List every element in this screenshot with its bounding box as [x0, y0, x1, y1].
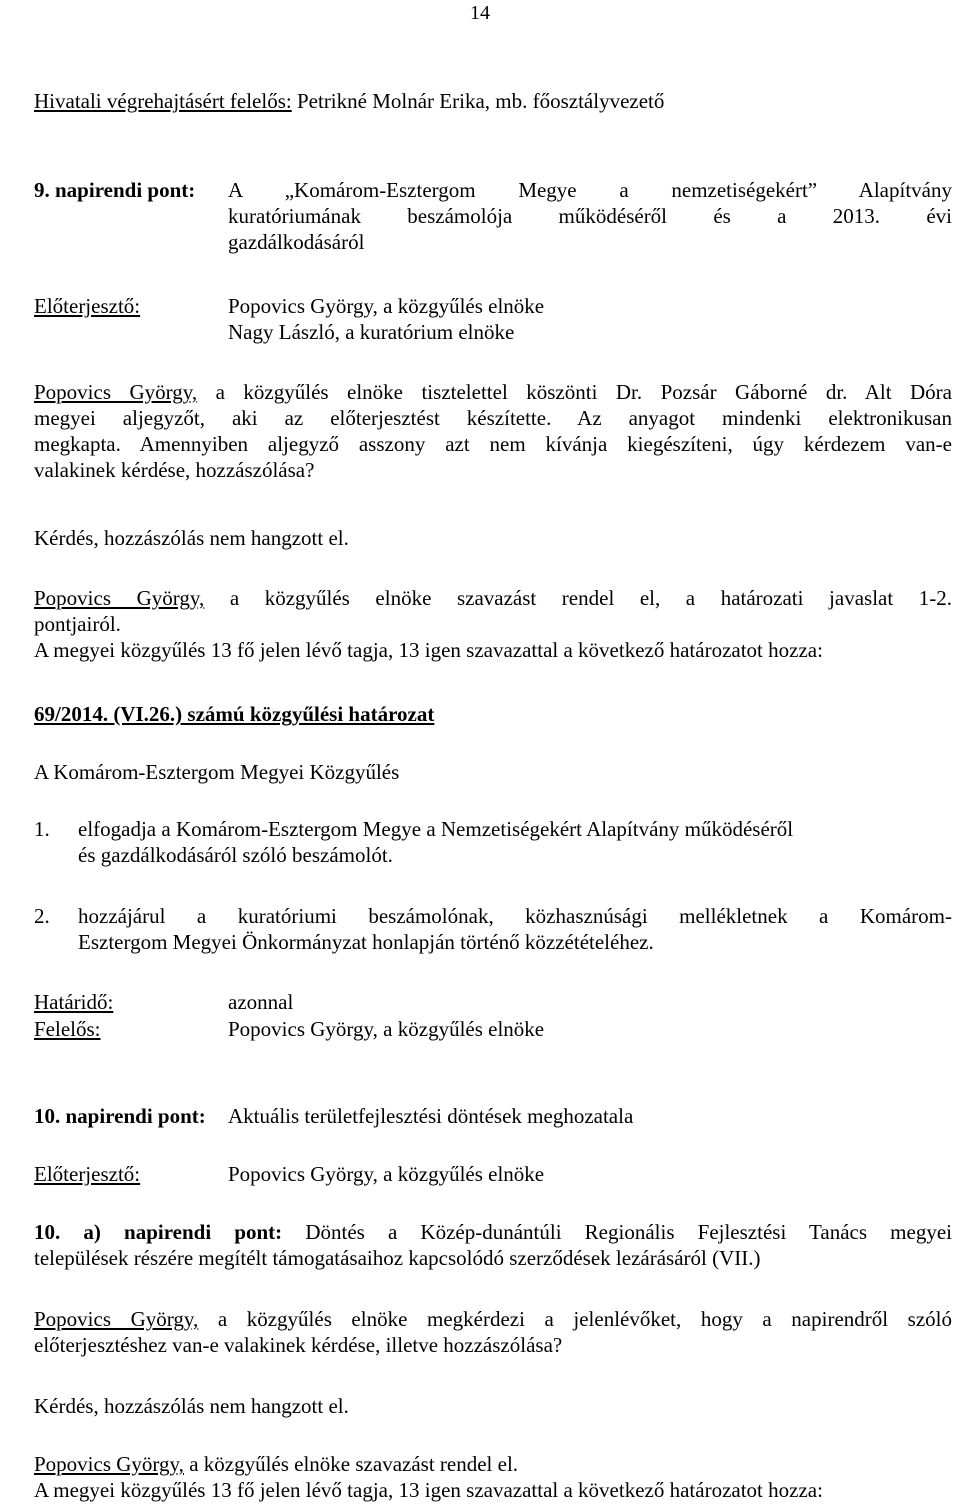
- responsible-label: Felelős:: [34, 1017, 101, 1041]
- agenda-item-9-title: [228, 177, 952, 255]
- resolution-item-text: hozzájárul a kuratóriumi beszámolónak, közhasznúsági mellékletnek a Komárom-: [78, 904, 952, 928]
- agenda-item-9-label: 9. napirendi pont:: [34, 178, 196, 202]
- paragraph-text: a közgyűlés elnöke szavazást rendel el.: [183, 1452, 519, 1476]
- paragraph-question: [34, 1306, 952, 1358]
- agenda-item-10-label: 10. napirendi pont:: [34, 1104, 206, 1128]
- paragraph-text: pontjairól.: [34, 612, 121, 636]
- page-number: 14: [470, 2, 490, 24]
- responsible-officer-label: Hivatali végrehajtásért felelős:: [34, 89, 292, 113]
- resolution-item-number: 2.: [34, 904, 50, 928]
- agenda-item-10a-text: Döntés a Közép-dunántúli Regionális Fejlesztési Tanács megyei: [282, 1220, 952, 1244]
- paragraph-text: a közgyűlés elnöke tisztelettel köszönti Dr. Pozsár Gáborné dr. Alt Dóra: [197, 380, 952, 404]
- deadline-value: azonnal: [228, 990, 294, 1014]
- no-questions-note: Kérdés, hozzászólás nem hangzott el.: [34, 1394, 349, 1418]
- agenda-item-10a-label: 10. a) napirendi pont:: [34, 1220, 283, 1244]
- paragraph-text: A megyei közgyűlés 13 fő jelen lévő tagja, 13 igen szavazattal a következő határozatot hozza:: [34, 638, 823, 662]
- presenter-label: Előterjesztő:: [34, 294, 141, 318]
- agenda-item-10a: [34, 1219, 952, 1271]
- paragraph-text: megyei aljegyzőt, aki az előterjesztést készítette. Az anyagot mindenki elektronikusan: [34, 406, 952, 430]
- agenda-item-10-title: Aktuális területfejlesztési döntések meghozatala: [228, 1104, 634, 1128]
- agenda-item-9-title-line: kuratóriumának beszámolója működéséről és a 2013. évi: [228, 204, 952, 228]
- presenter-list: [228, 293, 952, 345]
- paragraph-vote: [34, 585, 952, 663]
- paragraph-text: valakinek kérdése, hozzászólása?: [34, 458, 315, 482]
- resolution-item-text: elfogadja a Komárom-Esztergom Megye a Nemzetiségekért Alapítvány működéséről: [78, 817, 794, 841]
- presenter-label: Előterjesztő:: [34, 1162, 141, 1186]
- resolution-item-number: 1.: [34, 817, 50, 841]
- paragraph-text: megkapta. Amennyiben aljegyző asszony azt nem kívánja kiegészíteni, úgy kérdezem van-e: [34, 432, 952, 456]
- paragraph-text: előterjesztéshez van-e valakinek kérdése, illetve hozzászólása?: [34, 1333, 563, 1357]
- resolution-item-text: Esztergom Megyei Önkormányzat honlapján történő közzétételéhez.: [78, 930, 654, 954]
- agenda-item-10a-text: települések részére megítélt támogatásaihoz kapcsolódó szerződések lezárásáról (VII.): [34, 1246, 761, 1270]
- no-questions-note: Kérdés, hozzászólás nem hangzott el.: [34, 526, 349, 550]
- responsible-officer-value: Petrikné Molnár Erika, mb. főosztályvezető: [296, 89, 665, 113]
- presenter-name: Popovics György, a közgyűlés elnöke: [228, 294, 545, 318]
- paragraph-text: A megyei közgyűlés 13 fő jelen lévő tagja, 13 igen szavazattal a következő határozatot hozza:: [34, 1478, 823, 1502]
- paragraph-greeting: [34, 379, 952, 483]
- responsible-value: Popovics György, a közgyűlés elnöke: [228, 1017, 545, 1041]
- speaker-name: Popovics György,: [34, 380, 198, 404]
- speaker-name: Popovics György,: [34, 586, 205, 610]
- speaker-name: Popovics György,: [34, 1452, 184, 1476]
- resolution-title: 69/2014. (VI.26.) számú közgyűlési határozat: [34, 702, 435, 726]
- presenter-name: Popovics György, a közgyűlés elnöke: [228, 1162, 545, 1186]
- speaker-name: Popovics György,: [34, 1307, 199, 1331]
- presenter-name: Nagy László, a kuratórium elnöke: [228, 320, 515, 344]
- resolution-intro: A Komárom-Esztergom Megyei Közgyűlés: [34, 760, 400, 784]
- resolution-item: [34, 903, 952, 955]
- agenda-item-9-title-line: A „Komárom-Esztergom Megye a nemzetiségekért” Alapítvány: [228, 178, 952, 202]
- resolution-item: [34, 816, 952, 868]
- paragraph-text: a közgyűlés elnöke megkérdezi a jelenlévőket, hogy a napirendről szóló: [198, 1307, 952, 1331]
- paragraph-text: a közgyűlés elnöke szavazást rendel el, a határozati javaslat 1-2.: [204, 586, 952, 610]
- responsible-officer-line: [34, 88, 952, 114]
- deadline-label: Határidő:: [34, 990, 114, 1014]
- agenda-item-9-title-line: gazdálkodásáról: [228, 230, 365, 254]
- resolution-item-text: és gazdálkodásáról szóló beszámolót.: [78, 843, 393, 867]
- paragraph-vote-2: [34, 1451, 952, 1503]
